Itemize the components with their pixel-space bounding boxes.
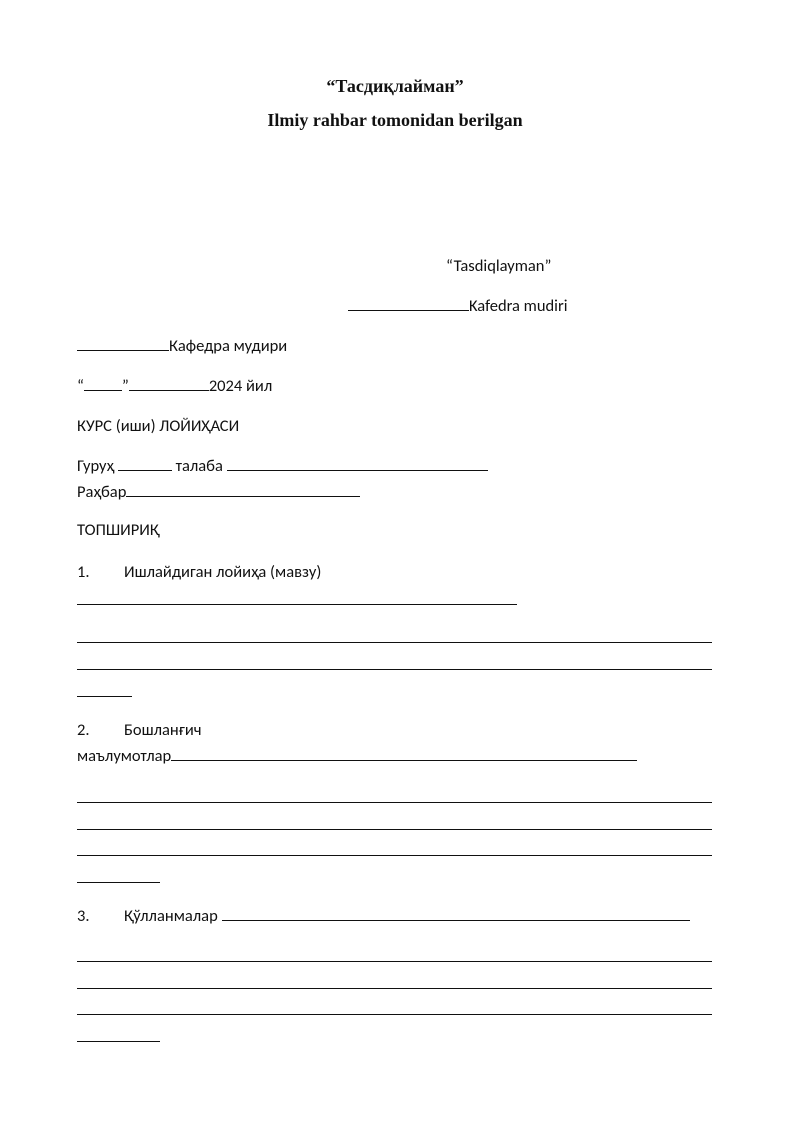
month-blank[interactable]: [129, 376, 209, 391]
student-label: талаба: [175, 456, 223, 476]
dept-head-label-cyrillic: Кафедра мудири: [169, 336, 288, 356]
item-2: [77, 720, 202, 740]
approve-label-latin: “Tasdiqlayman”: [446, 256, 552, 276]
blank-rule[interactable]: [77, 696, 132, 697]
day-blank[interactable]: [84, 376, 122, 391]
item-number: 1.: [77, 562, 90, 582]
blank-rule[interactable]: [77, 802, 712, 803]
initial-data-blank[interactable]: [171, 746, 637, 761]
blank-rule[interactable]: [77, 855, 712, 856]
item-label: Қўлланмалар: [124, 906, 218, 926]
item-label: Бошланғич: [124, 720, 202, 740]
signature-blank[interactable]: [348, 296, 469, 311]
blank-rule[interactable]: [77, 1041, 160, 1042]
group-label: Гуруҳ: [77, 456, 115, 476]
date-line: “ ” 2024 йил: [77, 376, 273, 396]
blank-rule[interactable]: [77, 642, 712, 643]
document-title: КУРС (иши) ЛОЙИҲАСИ: [77, 416, 240, 436]
signature-blank[interactable]: [77, 336, 169, 351]
item-3: [77, 906, 690, 926]
item-number: 3.: [77, 906, 90, 926]
dept-head-line-cyrillic: [77, 336, 287, 356]
student-blank[interactable]: [227, 456, 488, 471]
supervisor-blank[interactable]: [126, 482, 360, 497]
approve-heading-cyrillic: “Тасдиқлайман”: [326, 76, 464, 96]
item-label-continuation: маълумотлар: [77, 746, 172, 766]
group-student-line: [77, 456, 488, 476]
task-heading: ТОПШИРИҚ: [77, 520, 160, 540]
blank-rule[interactable]: [77, 1014, 712, 1015]
item-label: Ишлайдиган лойиҳа (мавзу): [124, 562, 322, 582]
blank-rule[interactable]: [77, 604, 517, 605]
blank-rule[interactable]: [77, 829, 712, 830]
blank-rule[interactable]: [77, 669, 712, 670]
blank-rule[interactable]: [77, 882, 160, 883]
item-1: [77, 562, 321, 582]
blank-rule[interactable]: [77, 961, 712, 962]
dept-head-label-latin: Kafedra mudiri: [469, 296, 568, 316]
year-label: 2024 йил: [208, 376, 273, 396]
blank-rule[interactable]: [77, 988, 712, 989]
group-blank[interactable]: [118, 456, 172, 471]
item-2-continuation: [77, 746, 637, 766]
supervisor-label: Раҳбар: [77, 482, 127, 502]
supervisor-line: [77, 482, 360, 502]
dept-head-line-latin: [348, 296, 568, 316]
item-number: 2.: [77, 720, 90, 740]
given-by-heading: Ilmiy rahbar tomonidan berilgan: [267, 110, 523, 130]
manuals-blank[interactable]: [222, 906, 690, 921]
